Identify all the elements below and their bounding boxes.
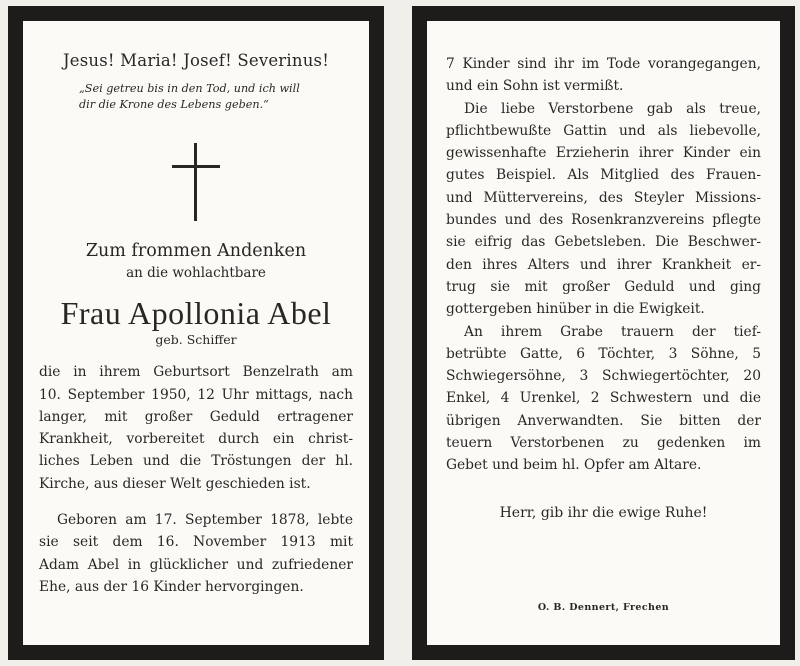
deceased-name: Frau Apollonia Abel bbox=[60, 295, 332, 332]
text-line: gottergeben hinüber in die Ewigkeit. bbox=[446, 301, 705, 318]
verse-line: „Sei getreu bis in den Tod, und ich will bbox=[79, 81, 300, 95]
right-card-page bbox=[427, 21, 780, 645]
text-line: An ihrem Grabe trauern der tief- bbox=[464, 323, 761, 340]
text-line: übrigen Anverwandten. Sie bitten der bbox=[446, 412, 761, 429]
text-line: Gebet und beim hl. Opfer am Altare. bbox=[446, 457, 702, 474]
right-card-border bbox=[412, 6, 795, 660]
text-line: sie seit dem 16. November 1913 mit bbox=[39, 534, 353, 551]
text-line: Kirche, aus dieser Welt geschieden ist. bbox=[39, 475, 311, 492]
text-line: bundes und des Rosenkranzvereins pflegte bbox=[446, 212, 761, 229]
text-line: Adam Abel in glücklicher und zufriedener bbox=[39, 556, 353, 573]
text-line: Schwiegersöhne, 3 Schwiegertöchter, 20 bbox=[446, 368, 761, 385]
text-line: gutes Beispiel. Als Mitglied des Frauen- bbox=[446, 167, 761, 184]
text-line: 7 Kinder sind ihr im Tode vorangegangen, bbox=[446, 56, 761, 72]
cross-icon bbox=[172, 143, 220, 221]
death-paragraph bbox=[39, 361, 353, 495]
mourners-paragraph bbox=[446, 321, 761, 477]
text-line: Geboren am 17. September 1878, lebte bbox=[57, 512, 353, 529]
text-line: gewissenhafte Erzieherin ihrer Kinder ein bbox=[446, 145, 761, 162]
verse-line: dir die Krone des Lebens geben.“ bbox=[79, 98, 269, 112]
text-line: sie eifrig das Gebetsleben. Die Beschwer- bbox=[446, 234, 761, 251]
life-paragraph bbox=[39, 509, 353, 598]
memorial-subheading: an die wohlachtbare bbox=[126, 265, 266, 282]
text-line: die in ihrem Geburtsort Benzelrath am bbox=[39, 364, 353, 381]
printer-imprint: O. B. Dennert, Frechen bbox=[537, 602, 670, 613]
text-line: liches Leben und die Tröstungen der hl. bbox=[39, 453, 353, 470]
text-line: pflichtbewußte Gattin und als liebevolle, bbox=[446, 122, 761, 139]
children-paragraph bbox=[446, 53, 761, 98]
text-line: teuern Verstorbenen zu gedenken im bbox=[446, 435, 761, 452]
text-line: den ihres Alters und ihrer Krankheit er- bbox=[446, 256, 761, 273]
text-line: und ein Sohn ist vermißt. bbox=[446, 78, 624, 95]
left-card-page bbox=[23, 21, 369, 645]
text-line: Die liebe Verstorbene gab als treue, bbox=[464, 100, 761, 117]
left-card-border bbox=[8, 6, 384, 660]
text-line: trug sie mit großer Geduld und ging bbox=[446, 278, 761, 295]
text-line: und Müttervereins, des Steyler Missions- bbox=[446, 189, 761, 206]
text-line: 10. September 1950, 12 Uhr mittags, nach bbox=[39, 386, 353, 403]
text-line: Enkel, 4 Urenkel, 2 Schwestern und die bbox=[446, 390, 761, 407]
invocation: Jesus! Maria! Josef! Severinus! bbox=[62, 51, 330, 70]
character-paragraph bbox=[446, 98, 761, 321]
text-line: Ehe, aus der 16 Kinder hervorgingen. bbox=[39, 578, 304, 595]
text-line: langer, mit großer Geduld ertragener bbox=[39, 408, 353, 425]
maiden-name: geb. Schiffer bbox=[155, 332, 237, 348]
closing-prayer: Herr, gib ihr die ewige Ruhe! bbox=[499, 504, 708, 521]
text-line: betrübte Gatte, 6 Töchter, 3 Söhne, 5 bbox=[446, 345, 761, 362]
text-line: Krankheit, vorbereitet durch ein christ- bbox=[39, 431, 353, 448]
memorial-heading: Zum frommen Andenken bbox=[85, 241, 307, 262]
bible-verse bbox=[79, 81, 353, 113]
